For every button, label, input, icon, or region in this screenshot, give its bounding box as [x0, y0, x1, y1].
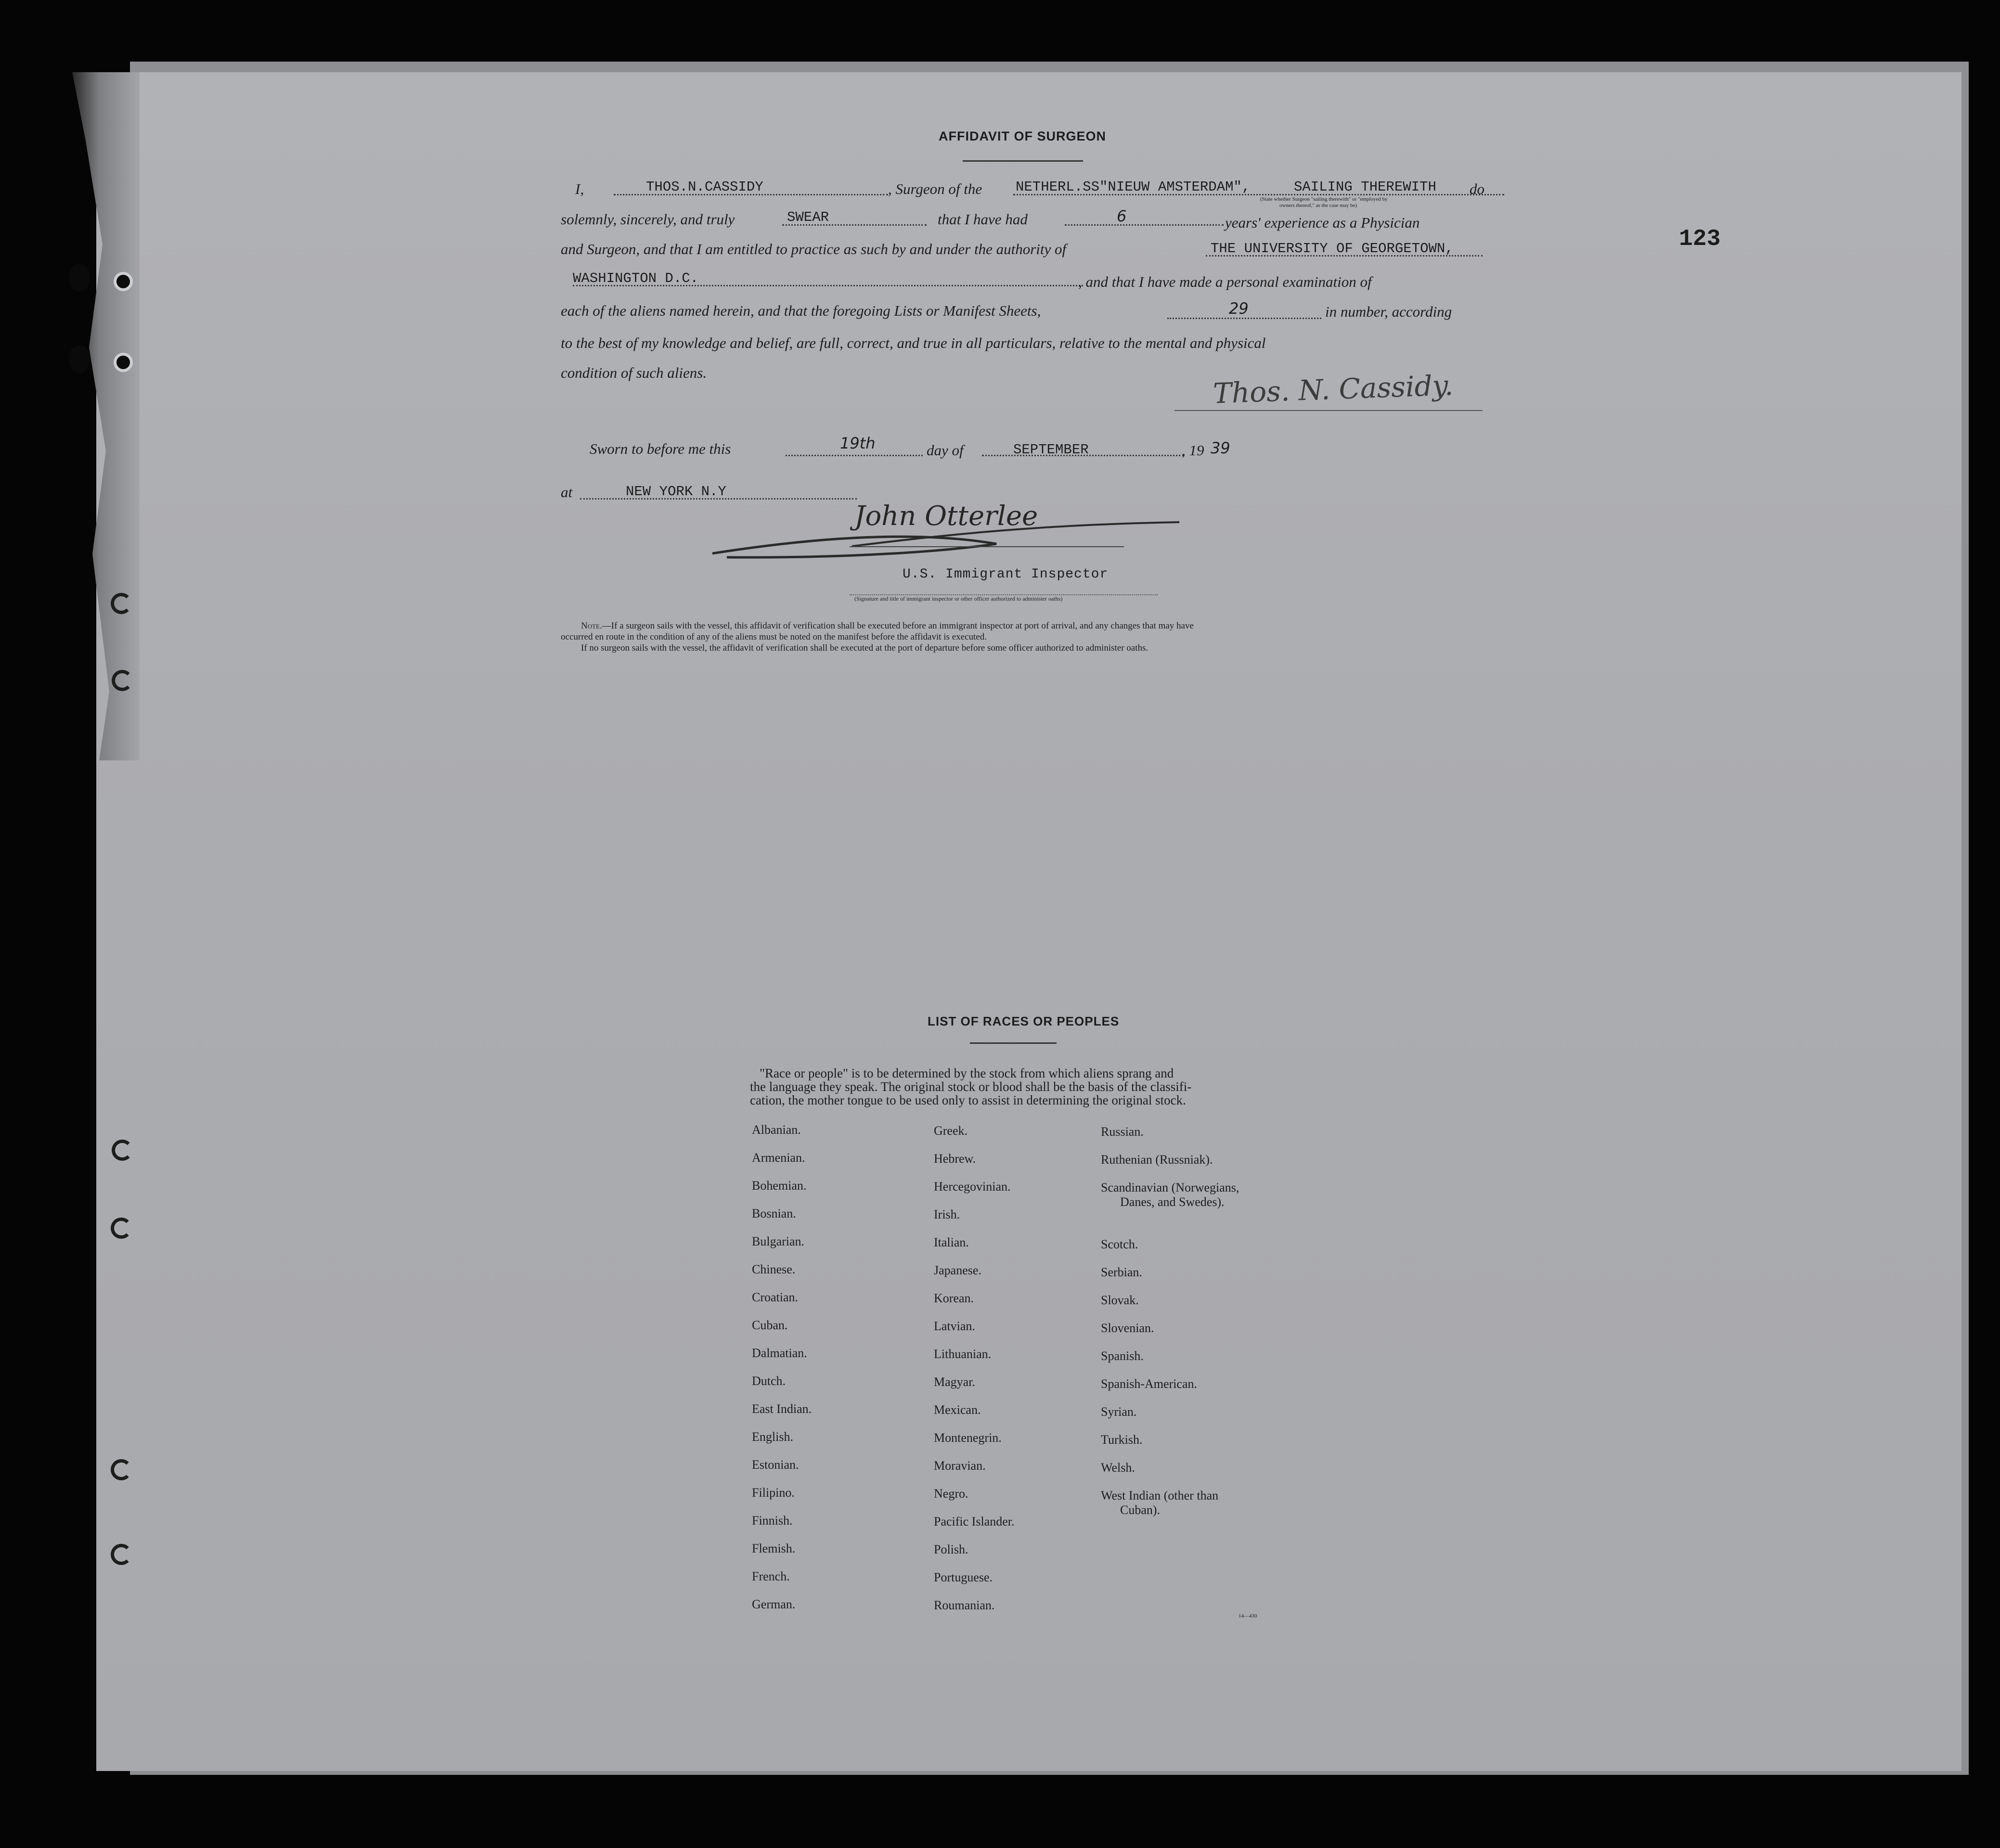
race-item: Latvian. — [934, 1319, 975, 1333]
inspector-note: (Signature and title of immigrant inspector or other officer authorized to administer oaths) — [854, 595, 1063, 602]
binding-hole — [69, 345, 90, 373]
sworn-day: 19th — [840, 434, 876, 452]
race-item: Lithuanian. — [934, 1347, 992, 1361]
race-item: Flemish. — [752, 1541, 796, 1555]
text-do: do — [1470, 180, 1484, 197]
authority-name: THE UNIVERSITY OF GEORGETOWN, — [1211, 241, 1454, 257]
race-item: German. — [752, 1597, 796, 1611]
vessel-name: NETHERL.SS"NIEUW AMSTERDAM", — [1016, 179, 1251, 195]
race-item: Korean. — [934, 1291, 974, 1305]
manifest-page — [96, 72, 1961, 1771]
race-item: West Indian (other than — [1101, 1489, 1219, 1502]
race-item: Roumanian. — [934, 1598, 995, 1612]
text-at: at — [561, 484, 573, 500]
race-item: Ruthenian (Russniak). — [1101, 1153, 1213, 1167]
status-note: owners thereof," as the case may be) — [1279, 203, 1357, 208]
race-item: Portuguese. — [934, 1570, 993, 1584]
text-year-prefix: , 19 — [1182, 442, 1204, 459]
race-item: Serbian. — [1101, 1265, 1142, 1279]
race-item: Scotch. — [1101, 1237, 1138, 1251]
race-item: Hebrew. — [934, 1152, 976, 1166]
text-best-knowledge: to the best of my knowledge and belief, are full, correct, and true in all particulars, relative to the mental and physical — [561, 334, 1266, 351]
race-item: Finnish. — [752, 1514, 793, 1527]
race-item: Dutch. — [752, 1374, 786, 1388]
text-day-of: day of — [927, 442, 964, 459]
inspector-signature: John Otterlee — [854, 500, 1038, 532]
race-item: Slovenian. — [1101, 1321, 1154, 1335]
race-item: Polish. — [934, 1542, 968, 1556]
race-item: Danes, and Swedes). — [1120, 1195, 1225, 1209]
race-item: Russian. — [1101, 1125, 1144, 1139]
race-item: Montenegrin. — [934, 1431, 1002, 1445]
fill-line — [1167, 318, 1321, 319]
text-condition: condition of such aliens. — [561, 364, 707, 381]
races-title: LIST OF RACES OR PEOPLES — [928, 1014, 1120, 1028]
binding-hole — [114, 272, 133, 291]
race-item: Italian. — [934, 1235, 969, 1249]
text-i: I, — [575, 180, 584, 197]
title-rule — [963, 160, 1083, 162]
race-item: Cuban). — [1120, 1503, 1161, 1517]
torn-binding-edge — [72, 72, 140, 760]
sworn-year: 39 — [1211, 439, 1230, 457]
verification-note: If no surgeon sails with the vessel, the affidavit of verification shall be executed at the port of departure before some officer authorized to administer oaths. — [581, 643, 1148, 653]
races-intro-line: "Race or people" is to be determined by the stock from which aliens sprang and — [760, 1066, 1174, 1080]
inspector-title: U.S. Immigrant Inspector — [903, 567, 1109, 582]
fill-line — [786, 455, 923, 456]
race-item: Pacific Islander. — [934, 1514, 1015, 1528]
binding-hole — [69, 264, 90, 292]
fill-line — [1065, 224, 1224, 226]
text-years-experience: years' experience as a Physician — [1225, 214, 1420, 231]
race-item: Filipino. — [752, 1486, 795, 1500]
verification-note — [581, 621, 1194, 631]
race-item: Armenian. — [752, 1151, 805, 1165]
sworn-month: SEPTEMBER — [1013, 442, 1089, 458]
race-item: Bohemian. — [752, 1179, 807, 1193]
binding-ring — [112, 1140, 133, 1161]
race-item: East Indian. — [752, 1402, 812, 1416]
affidavit-title: AFFIDAVIT OF SURGEON — [939, 129, 1106, 143]
race-item: Chinese. — [752, 1262, 796, 1276]
race-item: Albanian. — [752, 1123, 801, 1137]
race-item: French. — [752, 1569, 790, 1583]
surgeon-status: SAILING THEREWITH — [1294, 179, 1436, 195]
race-item: Moravian. — [934, 1459, 986, 1473]
race-item: Bulgarian. — [752, 1234, 805, 1248]
race-item: Syrian. — [1101, 1405, 1137, 1419]
binding-ring — [112, 670, 133, 691]
race-item: Greek. — [934, 1124, 968, 1138]
page-number: 123 — [1679, 226, 1721, 252]
binding-hole — [114, 353, 133, 372]
race-item: Negro. — [934, 1487, 968, 1501]
sheet-count: 29 — [1229, 299, 1249, 318]
binding-ring — [111, 1218, 132, 1239]
races-title-rule — [970, 1042, 1057, 1044]
text-authority: and Surgeon, and that I am entitled to practice as such by and under the authority of — [561, 241, 1067, 257]
text-examination: , and that I have made a personal examination of — [1078, 273, 1372, 290]
inspector-signature-line — [850, 546, 1124, 547]
race-item: Spanish. — [1101, 1349, 1144, 1363]
race-item: Slovak. — [1101, 1293, 1139, 1307]
race-item: Estonian. — [752, 1458, 799, 1472]
form-number: 14—430 — [1239, 1613, 1257, 1619]
race-item: Bosnian. — [752, 1206, 796, 1220]
race-item: Spanish-American. — [1101, 1377, 1198, 1391]
race-item: English. — [752, 1430, 793, 1444]
race-item: Magyar. — [934, 1375, 975, 1389]
race-item: Hercegovinian. — [934, 1180, 1011, 1194]
race-item: Japanese. — [934, 1263, 981, 1277]
status-note: (State whether Surgeon "sailing therewith" or "employed by — [1260, 196, 1388, 202]
oath-word: SWEAR — [787, 209, 829, 225]
race-item: Irish. — [934, 1207, 960, 1221]
race-item: Cuban. — [752, 1318, 788, 1332]
race-item: Scandinavian (Norwegians, — [1101, 1181, 1239, 1194]
note-text: —If a surgeon sails with the vessel, this affidavit of verification shall be executed before an immigrant inspector at port of arrival, and any changes that may have — [602, 621, 1194, 631]
binding-ring — [111, 1459, 132, 1480]
authority-location: WASHINGTON D.C. — [573, 270, 699, 286]
text-sworn: Sworn to before me this — [590, 440, 731, 457]
surgeon-signature: Thos. N. Cassidy. — [1212, 369, 1454, 410]
race-item: Welsh. — [1101, 1461, 1135, 1475]
text-foregoing: each of the aliens named herein, and that the foregoing Lists or Manifest Sheets, — [561, 302, 1041, 319]
years-experience: 6 — [1117, 207, 1127, 225]
text-surgeon-of: , Surgeon of the — [888, 180, 982, 197]
surgeon-name: THOS.N.CASSIDY — [646, 179, 763, 195]
text-solemnly: solemnly, sincerely, and truly — [561, 211, 735, 228]
races-intro-line: cation, the mother tongue to be used only to assist in determining the original stock. — [750, 1093, 1186, 1107]
binding-ring — [111, 593, 132, 614]
binding-ring — [111, 1544, 132, 1565]
race-item: Croatian. — [752, 1290, 799, 1304]
note-label: Note. — [581, 621, 602, 631]
race-item: Dalmatian. — [752, 1346, 807, 1360]
races-intro-line: the language they speak. The original stock or blood shall be the basis of the classifi- — [750, 1079, 1192, 1094]
race-item: Turkish. — [1101, 1433, 1143, 1447]
text-in-number: in number, according — [1325, 303, 1452, 320]
sworn-place: NEW YORK N.Y — [626, 484, 726, 500]
text-i-have-had: that I have had — [938, 211, 1028, 228]
verification-note: occurred en route in the condition of any of the aliens must be noted on the manifest before the affidavit is executed. — [561, 632, 987, 642]
signature-line — [1174, 410, 1483, 411]
race-item: Mexican. — [934, 1403, 981, 1417]
